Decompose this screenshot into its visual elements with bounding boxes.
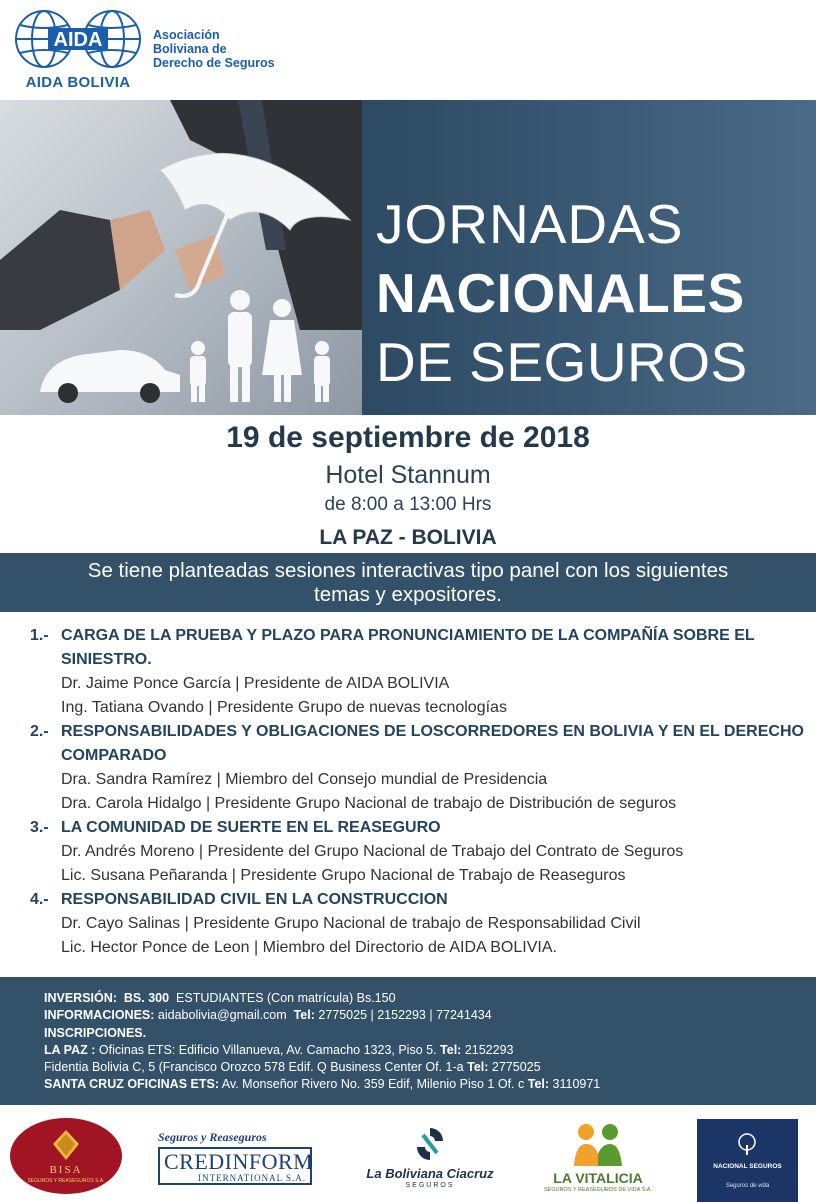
tel-label: Tel: [527,1077,550,1092]
tree-icon [735,1133,759,1157]
investment-label: INVERSIÓN: [44,991,117,1005]
speaker: Dra. Sandra Ramírez | Miembro del Consejo mundial de Presidencia [61,771,548,788]
topic-number: 4.- [30,891,49,908]
nacional-tagline: Seguros de vida [725,1183,770,1189]
bisa-name: BISA [49,1164,83,1176]
bisa-mark-icon [53,1130,79,1160]
topic-item [30,816,810,888]
lapaz-label: LA PAZ : [44,1042,96,1057]
sponsors-row [0,1110,816,1200]
info-label: INFORMACIONES: [44,1008,155,1023]
topic-number: 3.- [30,819,49,836]
bisa-logo [10,1118,122,1194]
event-date: 19 de septiembre de 2018 [226,421,590,454]
santa-cruz-phone: 3110971 [552,1077,601,1092]
hero [0,100,816,415]
investment-value: BS. 300 [123,991,170,1005]
tel-label: Tel: [293,1008,315,1023]
hero-photo [0,100,362,415]
topic-item [30,720,810,816]
vitalicia-name: LA VITALICIA [553,1170,643,1186]
fidentia-address: Fidentia Bolivia C, 5 (Francisco Orozco 578 Edif. Q Business Center Of. 1-a [44,1060,464,1075]
nacional-name: NACIONAL SEGUROS [713,1163,782,1170]
topic-item [30,624,810,720]
boliviana-mark-icon [415,1126,445,1162]
fidentia-phone: 2775025 [491,1060,541,1075]
registration-info [0,977,816,1105]
topic-item [30,888,810,960]
event-title-line1: JORNADAS [376,193,684,255]
la-vitalicia-logo [538,1120,658,1200]
event-city: LA PAZ - BOLIVIA [319,526,497,549]
bisa-subtitle: SEGUROS Y REASEGUROS S.A. [27,1178,105,1184]
intro-line: temas y expositores. [314,583,502,606]
boliviana-name: La Boliviana Ciacruz [366,1166,494,1181]
aida-bolivia-name: AIDA BOLIVIA [25,74,131,91]
santa-cruz-address: Av. Monseñor Rivero No. 359 Edif, Milenio Piso 1 Of. c [221,1077,525,1092]
intro-line: Se tiene planteadas sesiones interactivas tipo panel con los siguientes [87,559,729,582]
credinform-name: CREDINFORM [164,1149,314,1174]
lapaz-address: Oficinas ETS: Edificio Villanueva, Av. Camacho 1323, Piso 5. [98,1042,437,1057]
association-line: Derecho de Seguros [153,56,275,70]
topic-title: RESPONSABILIDAD CIVIL EN LA CONSTRUCCION [61,891,448,908]
boliviana-subtitle: SEGUROS [405,1182,455,1189]
association-name [153,28,275,70]
contact-email[interactable]: aidabolivia@gmail.com [157,1008,287,1023]
header [0,0,816,100]
lapaz-phone: 2152293 [464,1042,514,1057]
event-venue: Hotel Stannum [325,461,491,489]
speaker: Dr. Cayo Salinas | Presidente Grupo Nacional de trabajo de Responsabilidad Civil [61,915,641,932]
topic-number: 1.- [30,627,49,644]
event-title-line3: DE SEGUROS [376,331,748,393]
tel-label: Tel: [467,1060,489,1075]
topic-title: LA COMUNIDAD DE SUERTE EN EL REASEGURO [61,819,441,836]
credinform-tagline: Seguros y Reaseguros [158,1130,267,1144]
speaker: Lic. Susana Peñaranda | Presidente Grupo Nacional de Trabajo de Reaseguros [61,867,626,884]
speaker: Ing. Tatiana Ovando | Presidente Grupo de nuevas tecnologías [61,699,507,716]
speaker: Dr. Andrés Moreno | Presidente del Grupo Nacional de Trabajo del Contrato de Seguros [61,843,684,860]
umbrella-family-illustration [0,100,362,415]
credinform-subtitle: INTERNATIONAL S.A. [198,1173,306,1183]
topic-title: CARGA DE LA PRUEBA Y PLAZO PARA PRONUNCIAMIENTO DE LA COMPAÑÍA SOBRE EL SINIESTRO. [61,627,755,668]
event-hours: de 8:00 a 13:00 Hrs [324,494,492,515]
credinform-logo [158,1130,312,1192]
topics-list [30,624,810,960]
fidentia-line [44,1059,816,1076]
student-price: ESTUDIANTES (Con matrícula) Bs.150 [176,991,396,1005]
topic-number: 2.- [30,723,49,740]
lapaz-line [44,1042,816,1059]
aida-logo [12,8,144,92]
contact-phones: 2775025 | 2152293 | 77241434 [318,1008,492,1023]
santa-cruz-line [44,1076,816,1093]
santa-cruz-label: SANTA CRUZ OFICINAS ETS: [44,1077,219,1092]
investment-line [44,990,816,1007]
intro-banner [0,553,816,612]
speaker: Dra. Carola Hidalgo | Presidente Grupo Nacional de trabajo de Distribución de seguros [61,795,677,812]
vitalicia-subtitle: SEGUROS Y REASEGUROS DE VIDA S.A. [544,1187,652,1193]
speaker: Dr. Jaime Ponce García | Presidente de AIDA BOLIVIA [61,675,450,692]
aida-logo-text: AIDA [53,29,103,51]
topic-title: RESPONSABILIDADES Y OBLIGACIONES DE LOSCORREDORES EN BOLIVIA Y EN EL DERECHO COMPARADO [61,723,804,764]
registration-label: INSCRIPCIONES. [44,1025,147,1040]
association-line: Boliviana de [153,42,227,56]
event-title-line2: NACIONALES [376,262,745,324]
globe-icon [12,8,144,70]
registration-heading [44,1025,816,1042]
contact-line [44,1007,816,1024]
speaker: Lic. Hector Ponce de Leon | Miembro del Directorio de AIDA BOLIVIA. [61,939,557,956]
vitalicia-family-icon [570,1122,626,1168]
nacional-seguros-logo [697,1119,798,1202]
boliviana-ciacruz-logo [360,1124,500,1194]
tel-label: Tel: [440,1042,462,1057]
association-line: Asociación [153,28,220,42]
